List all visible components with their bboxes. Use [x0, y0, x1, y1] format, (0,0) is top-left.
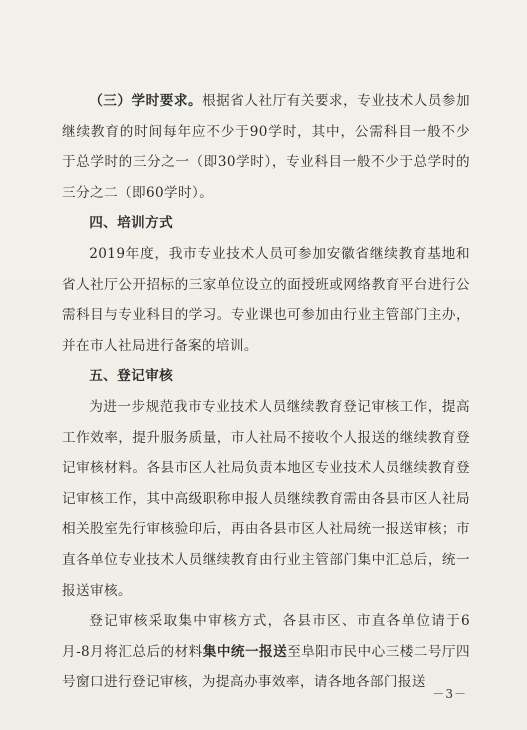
registration-paragraph-2-end: 至阜阳市民中心三楼二号厅四号窗口进行登记审核，为提高办事效率，请各地各部门报送 — [62, 643, 470, 691]
document-body — [62, 86, 470, 698]
registration-paragraph-1: 为进一步规范我市专业技术人员继续教育登记审核工作，提高工作效率，提升服务质量，市人社局不接收个人报送的继续教育登记审核材料。各县市区人社局负责本地区专业技术人员继续教育登记审核工作，其中高级职称申报人员继续教育需由各县市区人社局相关股室先行审核验印后，再由各县市区人社局统一报送审核；市直各单位专业技术人员继续教育由行业主管部门集中汇总后，统一报送审核。 — [62, 398, 470, 599]
training-method-paragraph: 2019年度，我市专业技术人员可参加安徽省继续教育基地和省人社厅公开招标的三家单位设立的面授班或网络教育平台进行公需科目与专业科目的学习。专业课也可参加由行业主管部门主办，并在市人社局进行备案的培训。 — [62, 245, 470, 354]
section3-lead: （三）学时要求。 — [89, 93, 203, 109]
registration-paragraph-2-start: 登记审核采取集中审核方式，各县市区、市直各单位请于6月-8月将汇总后的材料 — [62, 613, 470, 660]
heading-registration-review: 五、登记审核 — [89, 368, 174, 385]
registration-paragraph-2-bold: 集中统一报送 — [202, 643, 288, 660]
page-number: －3－ — [432, 687, 467, 701]
section3-paragraph — [62, 86, 470, 208]
heading-training-method: 四、培训方式 — [89, 215, 174, 232]
section3-body: 根据省人社厅有关要求，专业技术人员参加继续教育的时间每年应不少于90学时，其中，公需科目一般不少于总学时的三分之一（即30学时），专业科目一般不少于总学时的三分之二（即60学时）。 — [62, 93, 470, 201]
registration-paragraph-2 — [62, 606, 470, 698]
